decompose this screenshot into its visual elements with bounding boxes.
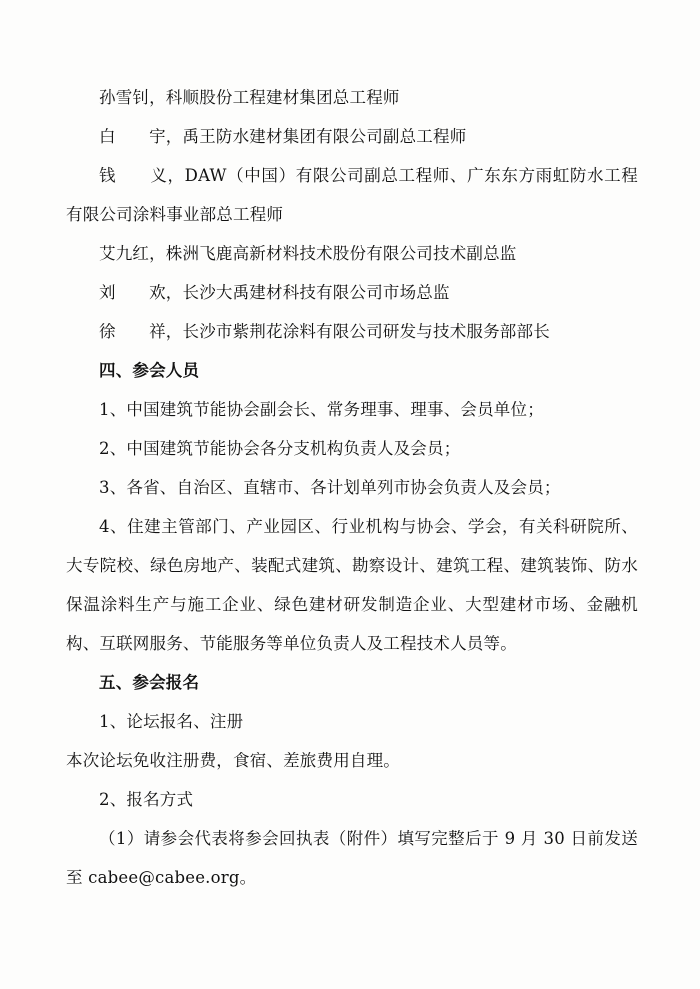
participant-line: 钱 义，DAW（中国）有限公司副总工程师、广东东方雨虹防水工程有限公司涂料事业部总工程师: [66, 166, 638, 224]
participant-line: 白 宇，禹王防水建材集团有限公司副总工程师: [99, 127, 467, 146]
registration-item: 2、报名方式: [99, 790, 194, 809]
attendee-item: 3、各省、自治区、直辖市、各计划单列市协会负责人及会员；: [99, 478, 561, 497]
section-heading-attendees: 四、参会人员: [99, 361, 200, 380]
participant-line: 徐 祥，长沙市紫荆花涂料有限公司研发与技术服务部部长: [99, 322, 550, 341]
attendee-item: 1、中国建筑节能协会副会长、常务理事、理事、会员单位；: [99, 400, 544, 419]
registration-detail: （1）请参会代表将参会回执表（附件）填写完整后于 9 月 30 日前发送至 cabee@cabee.org。: [66, 829, 638, 887]
registration-note: 本次论坛免收注册费，食宿、差旅费用自理。: [66, 751, 400, 770]
participant-line: 孙雪钊，科顺股份工程建材集团总工程师: [99, 88, 400, 107]
section-heading-registration: 五、参会报名: [99, 673, 200, 692]
attendee-item: 2、中国建筑节能协会各分支机构负责人及会员；: [99, 439, 461, 458]
attendee-item: 4、住建主管部门、产业园区、行业机构与协会、学会，有关科研院所、大专院校、绿色房地产、装配式建筑、勘察设计、建筑工程、建筑装饰、防水保温涂料生产与施工企业、绿色建材研发制造企业、大型建材市场、金融机构、互联网服务、节能服务等单位负责人及工程技术人员等。: [66, 517, 638, 653]
participant-line: 刘 欢，长沙大禹建材科技有限公司市场总监: [99, 283, 450, 302]
participant-line: 艾九红，株洲飞鹿高新材料技术股份有限公司技术副总监: [99, 244, 517, 263]
document-body: [66, 78, 638, 897]
registration-item: 1、论坛报名、注册: [99, 712, 244, 731]
